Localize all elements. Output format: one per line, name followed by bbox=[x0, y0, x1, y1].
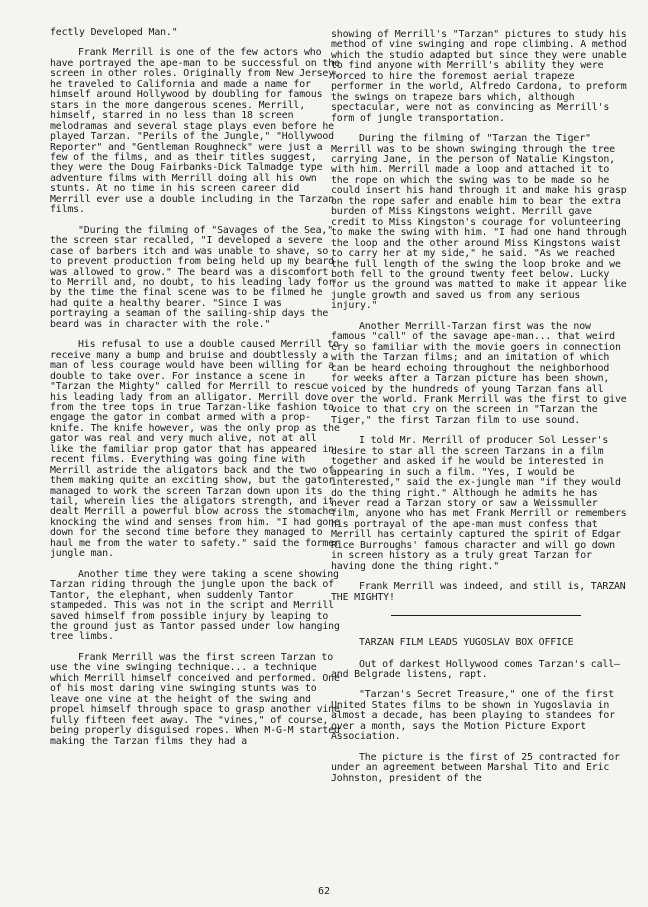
paragraph: Frank Merrill was the first screen Tarzan to use the vine swinging technique... a technique which Merrill himself conceived and performed. One of his most daring vine swinging stunts was to leave one vine at the height of the swing and propel himself through space to grasp another vine fully fifteen feet away. The "vines," of course, being properly disguised ropes. When M-G-M started making the Tarzan films they had a bbox=[50, 651, 340, 747]
section-divider bbox=[391, 615, 581, 616]
paragraph: "During the filming of "Savages of the Sea," the screen star recalled, "I developed a severe case of barbers itch and was unable to shave, so to prevent production from being held up my beard was allowed to grow." The beard was a discomfort to Merrill and, no doubt, to his leading lady for by the time the final scene was to be filmed he had quite a healthy bearer. "Since I was portraying a seaman of the sailing-ship days the beard was in character with the role." bbox=[50, 224, 334, 330]
paragraph: Frank Merrill was indeed, and still is, TARZAN THE MIGHTY! bbox=[331, 581, 626, 603]
paragraph: Another Merrill-Tarzan first was the now famous "call" of the savage ape-man... that weird cry so familiar with the movie goers in connection with the Tarzan films; and an imitation of which can be heard echoing throughout the neighborhood for weeks after a Tarzan picture has been shown, voiced by the hundreds of young Tarzan fans all over the world. Frank Merrill was the first to give voice to that cry on the screen in "Tarzan the Tiger," the first Tarzan film to use sound. bbox=[331, 320, 627, 426]
paragraph: During the filming of "Tarzan the Tiger" Merrill was to be shown swinging through the tree carrying Jane, in the person of Natalie Kingston, with him. Merrill made a loop and attached it to the rope on which the swing was to be made so he could insert his hand through it and make his grasp on the rope safer and enable him to bear the extra burden of Miss Kingstons weight. Merrill gave credit to Miss Kingston's courage for volunteering to make the swing with him. "I had one hand through the loop and the other around Miss Kingstons waist to carry her at my side," he said. "As we reached the full length of the swing the loop broke and we both fell to the ground twenty feet below. Lucky for us the ground was matted to make it appear like jungle growth and saved us from any serious injury." bbox=[331, 133, 627, 312]
page-number: 62 bbox=[317, 886, 331, 897]
right-column bbox=[331, 30, 629, 794]
paragraph: showing of Merrill's "Tarzan" pictures to study his method of vine swinging and rope climbing. A method which the studio adapted but since they were unable to find anyone with Merrill's ability they were forced to hire the foremost aerial trapeze performer in the world, Alfredo Cardona, to preform the swings on trapeze bars which, although spectacular, were not as convincing as Merrill's form of jungle transportation. bbox=[331, 29, 627, 124]
paragraph: The picture is the first of 25 contracted for under an agreement between Marshal Tito and Eric Johnston, president of the bbox=[331, 751, 620, 784]
paragraph: I told Mr. Merrill of producer Sol Lesser's desire to star all the screen Tarzans in a film together and asked if he would be interested in appearing in such a film. "Yes, I would be interested," said the ex-jungle man "if they would do the thing right." Although he admits he has never read a Tarzan story or saw a Weissmuller film, anyone who has met Frank Merrill or remembers his portrayal of the ape-man must confess that Merrill has certainly captured the spirit of Edgar Rice Burroughs' famous character and will go down in screen history as a truly great Tarzan for having done the thing right." bbox=[331, 435, 627, 572]
paragraph: His refusal to use a double caused Merrill to receive many a bump and bruise and doubtlessly a man of less courage would have been willing for a double to take over. For instance a scene in "Tarzan the Mighty" called for Merrill to rescue his leading lady from an alligator. Merrill dove from the tree tops in true Tarzan-like fashion to engage the gator in combat armed with a prop-knife. The knife however, was the only prop as the gator was real and very much alive, not at all like the familiar prop gator that has appeared in recent films. Everything was going fine with Merrill astride the aligators back and the two of them making quite an exciting show, but the gator managed to work the screen Tarzan down upon its tail, wherein lies the aligators strength, and it dealt Merrill a powerful blow across the stomache knocking the wind and senses from him. "I had gone down for the second time before they managed to haul me from the water to safety." said the former jungle man. bbox=[50, 339, 340, 560]
paragraph: Frank Merrill is one of the few actors who have portrayed the ape-man to be successful on the screen in other roles. Originally from New Jersey, he traveled to California and made a name for himself around Hollywood by doubling for famous stars in the more dangerous scenes. Merrill, himself, starred in no less than 18 screen melodramas and several stage plays even before he played Tarzan. "Perils of the Jungle," "Hollywood Reporter" and "Gentleman Roughneck" were just a few of the films, and as their titles suggest, they were the Doug Fairbanks-Dick Talmadge type adventure films with Merrill doing all his own stunts. At no time in his screen career did Merrill ever use a double including in the Tarzan films. bbox=[50, 47, 340, 216]
article-heading: TARZAN FILM LEADS YUGOSLAV BOX OFFICE bbox=[359, 637, 574, 649]
paragraph: "Tarzan's Secret Treasure," one of the first United States films to be shown in Yugoslavia in almost a decade, has been playing to standees for over a month, says the Motion Picture Export Association. bbox=[331, 689, 615, 743]
paragraph: fectly Developed Man." bbox=[50, 27, 178, 38]
paragraph: Another time they were taking a scene showing Tarzan riding through the jungle upon the back of Tantor, the elephant, when suddenly Tantor stampeded. This was not in the script and Merrill saved himself from possible injury by leaping to the ground just as Tantor passed under low hanging tree limbs. bbox=[50, 568, 340, 643]
paragraph: Out of darkest Hollywood comes Tarzan's call—and Belgrade listens, rapt. bbox=[331, 658, 620, 681]
left-column bbox=[50, 28, 340, 757]
